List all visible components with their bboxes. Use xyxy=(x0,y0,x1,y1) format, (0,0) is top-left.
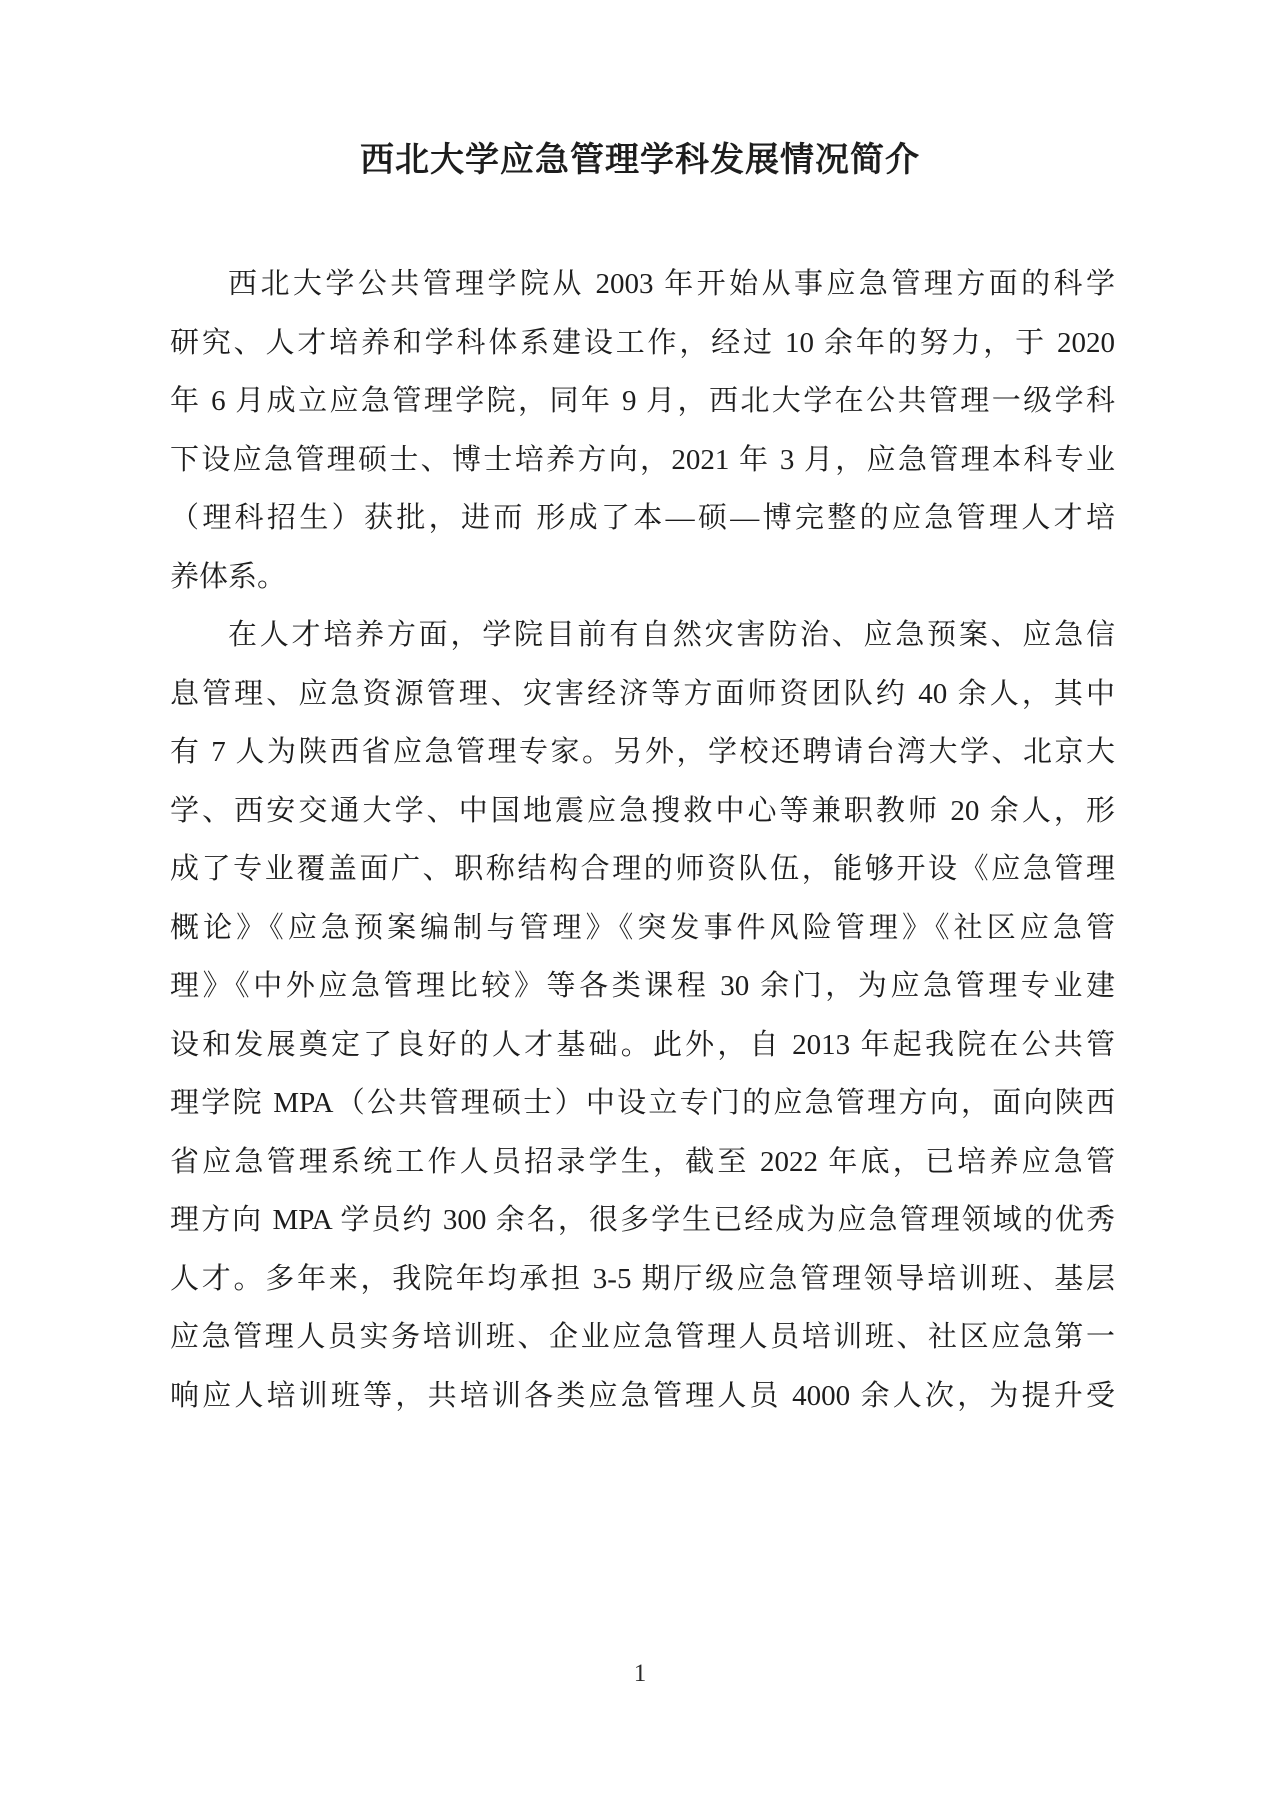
text-line: 研究、人才培养和学科体系建设工作，经过 10 余年的努力，于 2020 xyxy=(170,326,1115,359)
text-line: 成了专业覆盖面广、职称结构合理的师资队伍，能够开设《应急管理 xyxy=(170,853,1115,885)
text-line: 学、西安交通大学、中国地震应急搜救中心等兼职教师 20 余人，形 xyxy=(170,794,1115,827)
document-body xyxy=(170,255,1115,1425)
text-line: 概论》《应急预案编制与管理》《突发事件风险管理》《社区应急管 xyxy=(170,911,1115,944)
text-line: 理》《中外应急管理比较》等各类课程 30 余门，为应急管理专业建 xyxy=(170,970,1115,1002)
text-line: 理学院 MPA（公共管理硕士）中设立专门的应急管理方向，面向陕西 xyxy=(170,1087,1115,1119)
text-line: 有 7 人为陕西省应急管理专家。另外，学校还聘请台湾大学、北京大 xyxy=(170,736,1115,768)
text-line: 在人才培养方面，学院目前有自然灾害防治、应急预案、应急信 xyxy=(228,619,1115,651)
text-line: 人才。多年来，我院年均承担 3-5 期厅级应急管理领导培训班、基层 xyxy=(170,1262,1115,1295)
paragraph xyxy=(170,255,1115,606)
text-line: （理科招生）获批，进而 形成了本—硕—博完整的应急管理人才培 xyxy=(170,502,1115,534)
page-title: 西北大学应急管理学科发展情况简介 xyxy=(360,142,920,179)
paragraph xyxy=(170,606,1115,1425)
text-line: 息管理、应急资源管理、灾害经济等方面师资团队约 40 余人，其中 xyxy=(170,677,1115,710)
text-line: 设和发展奠定了良好的人才基础。此外，自 2013 年起我院在公共管 xyxy=(170,1028,1115,1061)
text-line: 应急管理人员实务培训班、企业应急管理人员培训班、社区应急第一 xyxy=(170,1321,1115,1353)
text-line: 养体系。 xyxy=(170,560,287,593)
text-line: 下设应急管理硕士、博士培养方向，2021 年 3 月，应急管理本科专业 xyxy=(170,443,1115,476)
text-line: 西北大学公共管理学院从 2003 年开始从事应急管理方面的科学 xyxy=(228,268,1115,300)
page-number: 1 xyxy=(633,1660,647,1687)
text-line: 年 6 月成立应急管理学院，同年 9 月，西北大学在公共管理一级学科 xyxy=(170,385,1115,417)
text-line: 省应急管理系统工作人员招录学生，截至 2022 年底，已培养应急管 xyxy=(170,1145,1115,1178)
text-line: 理方向 MPA 学员约 300 余名，很多学生已经成为应急管理领域的优秀 xyxy=(170,1204,1115,1236)
text-line: 响应人培训班等，共培训各类应急管理人员 4000 余人次，为提升受 xyxy=(170,1379,1115,1412)
